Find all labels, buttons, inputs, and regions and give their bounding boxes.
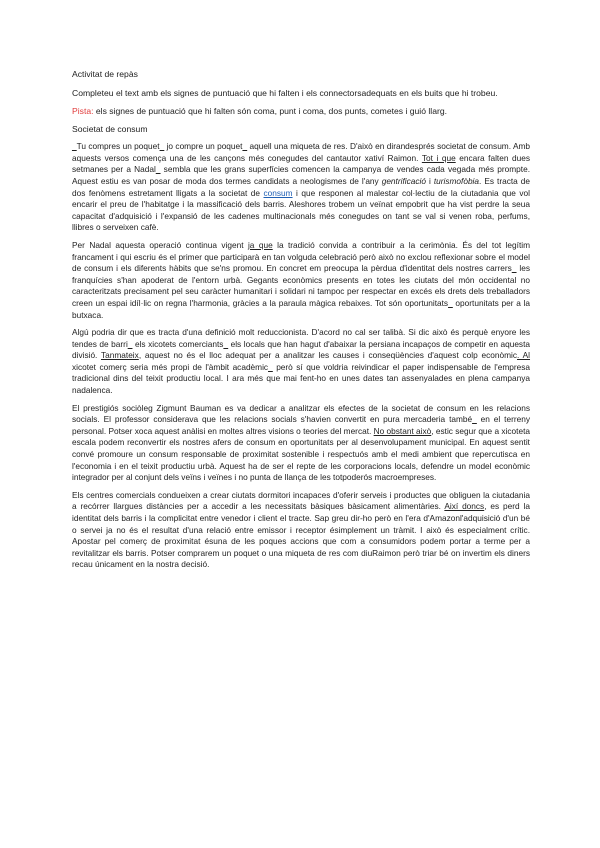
consum-link[interactable]: consum: [263, 187, 293, 198]
paragraph-1: [72, 141, 530, 234]
text-run: sembla que les grans superfícies comencen la campanya de vendes cada vegada més prompte. Aquest estiu es van posar de moda dos termes candidats a neologismes de l'any: [72, 164, 530, 186]
hint-text: els signes de puntuació que hi falten són coma, punt i coma, dos punts, cometes i guió llarg.: [93, 106, 448, 116]
blank-connector: _: [242, 141, 248, 152]
blank-connector: No obstant això: [373, 425, 432, 436]
paragraph-4: [72, 403, 530, 484]
text-run: Algú podria dir que es tracta d'una definició molt reduccionista. D'acord no cal ser talibà. Si dic això és perquè enyore les tendes de barri: [72, 327, 530, 349]
text-run: però sí que voldria reivindicar el paper indispensable de l'empresa tradicional dins del teixit productiu local. I ara més que mai fent-ho en unes dates tan assenyalades en plena campanya nadalenca.: [72, 361, 530, 396]
text-run: i: [425, 175, 434, 186]
blank-connector: Així doncs: [444, 501, 485, 512]
text-run: . Es tracta de dos fenòmens estretament lligats a la societat de: [72, 175, 530, 198]
text-run: xicotet comerç seria més propi de l'àmbit acadèmic: [72, 361, 269, 372]
paragraph-5: [72, 490, 530, 571]
blank-connector: Tot i que: [421, 152, 456, 163]
hint-label: Pista:: [72, 106, 94, 116]
text-run: Per Nadal aquesta operació continua vigent: [72, 239, 248, 250]
blank-connector: _: [448, 297, 453, 308]
text-run: en el terreny personal. Potser xoca aquest anàlisi en moltes altres visions o teories del mercat.: [72, 414, 530, 436]
text-run: turismofòbia: [433, 175, 480, 186]
text-run: oportunitats per a la butxaca.: [72, 297, 531, 320]
blank-connector: ja que: [247, 239, 273, 250]
paragraph-2: [72, 240, 530, 321]
blank-connector: . Al: [517, 350, 531, 361]
text-run: la tradició convida a contribuir a la cerimònia. És del tot legítim francament i qui escriu és el primer que participarà en tan volguda celebració però això no exclou reflexionar sobre el model de consum i els diferents hàbits que se'ns promou. En concret em preocupa la pèrdua d'identitat dels nostres carrers: [72, 239, 530, 274]
text-run: , aquest no és el lloc adequat per a analitzar les causes i conseqüències d'aquest colp econòmic: [138, 350, 518, 361]
text-run: Tu compres un poquet: [76, 141, 160, 152]
text-run: , es perd la identitat dels barris i la complicitat entre venedor i client el tracte. Sap greu dir-ho però en l'era d'Amazonl'adquisició d'un bé o servei ja no és el resultat d'una relació entre emissor i receptor ésimplement un tràmit. I això és especialment crític. Apostar pel comerç de proximitat ésuna de les poques accions que com a consumidors podem portar a terme per a revitalitzar els barris. Potser comprarem un poquet o una miqueta de res com diuRaimon però triar bé on invertim els diners recau únicament en la nostra decisió.: [72, 501, 530, 570]
blank-connector: _: [155, 164, 161, 175]
hint-line: [72, 106, 530, 118]
blank-connector: _: [223, 338, 229, 349]
text-run: El prestigiós sociòleg Zigmunt Bauman es va dedicar a analitzar els efectes de la societat de consum en les relacions socials. El professor considerava que les relacions socials s'havien convertit en pura mercaderia també: [72, 402, 530, 425]
text-run: aquell una miqueta de res. D'això en dirandesprés societat de consum. Amb aquests versos comença una de les cançons més conegudes del cantautor xativí Raimon.: [72, 141, 531, 163]
text-body: [72, 141, 530, 571]
text-run: i que responen al malestar col·lectiu de la ciutadania que vol encarir el preu de l'habitatge i la massificació dels barris. Aleshores trobem un veïnat empobrit que ha vist perdre la seua capacitat d'adquisició i l'expansió de les cadenes multinacionals més conegudes on tant se val si venen roba, perfums, llibres o serveixen cafè.: [72, 187, 530, 233]
text-run: les franquícies s'han apoderat de l'entorn urbà. Gegants econòmics presents en totes les ciutats del món occidental no caracteritzats precisament pel seu caràcter humanitari i solidari ni tampoc per respectar en excés els drets dels treballadors creen un espai idíl·lic on regna l'harmonia, gràcies a la paraula màgica rebaixes. Tot són oportunitats: [72, 263, 530, 308]
blank-connector: _: [127, 338, 133, 349]
text-run: Els centres comercials condueixen a crear ciutats dormitori incapaces d'oferir serveis i productes que obliguen la ciutadania a recórrer llargues distàncies per a accedir a les necessitats bàsiques bàsicament alimentàries.: [72, 489, 530, 512]
blank-connector: _: [472, 414, 477, 425]
text-run: encara falten dues setmanes per a Nadal: [72, 152, 530, 175]
blank-connector: _: [159, 141, 165, 152]
blank-connector: _: [511, 263, 517, 274]
activity-title: Activitat de repàs: [72, 69, 138, 79]
text-run: els locals que han hagut d'abaixar la persiana incapaços de competir en aquesta divisió.: [72, 338, 530, 361]
blank-connector: _: [268, 361, 273, 372]
text-title: Societat de consum: [72, 123, 148, 134]
text-run: , estic segur que a xicoteta escala podem reconvertir els nostres afers de consum en oportunitats per al desenvolupament municipal. En aquest sentit convé promoure un consum responsable de proximitat sostenible i respectuós amb el medi ambient que repercutisca en l'economia i en el teixit productiu urbà. Aquest ha de ser el repte de les corporacions locals, defendre un model econòmic integrador per al conjunt dels veïns i veïnes i no punta de llança de les totpoderós macroempreses.: [72, 425, 530, 483]
text-run: els xicotets comerciants: [132, 338, 224, 349]
text-run: gentrificació: [381, 175, 426, 186]
text-run: jo compre un poquet: [164, 141, 243, 152]
blank-connector: Tanmateix: [100, 350, 139, 361]
blank-connector: _: [72, 141, 77, 152]
instructions: Completeu el text amb els signes de puntuació que hi falten i els connectorsadequats en els buits que hi trobeu.: [72, 87, 498, 98]
paragraph-3: [72, 327, 530, 397]
